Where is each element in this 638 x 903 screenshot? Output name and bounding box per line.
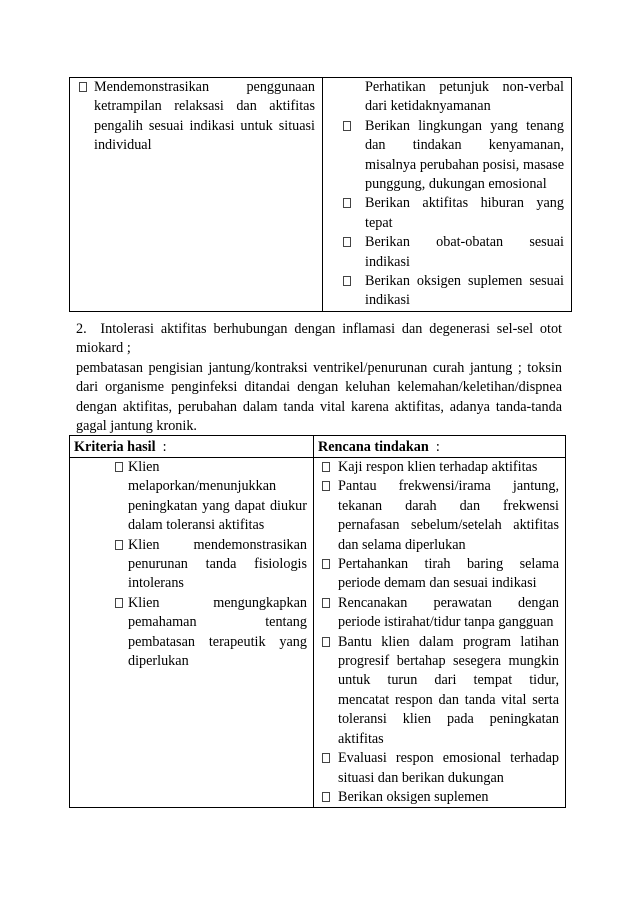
list-item: Berikan lingkungan yang tenang dan tindakan kenyamanan, misalnya perubahan posisi, masase punggung, dukungan emosional: [343, 117, 564, 195]
intervention-cell: [314, 458, 566, 808]
bullet-box-icon: [322, 598, 330, 608]
table-header-row: [70, 436, 566, 458]
care-plan-table: [69, 435, 566, 808]
intervention-intro: Perhatikan petunjuk non-verbal dari ketidaknyamanan: [365, 79, 564, 115]
column-header-interventions: Rencana tindakan :: [314, 436, 566, 458]
bullet-box-icon: [79, 82, 87, 92]
intervention-list: [323, 117, 571, 311]
outcome-list: [70, 458, 313, 675]
bullet-box-icon: [322, 753, 330, 763]
list-item: Evaluasi respon emosional terhadap situasi dan berikan dukungan: [322, 749, 559, 788]
list-item: Bantu klien dalam program latihan progresif bertahap sesegera mungkin untuk turun dari tempat tidur, mencatat respon dan tanda vital serta toleransi klien pada peningkatan aktifitas: [322, 633, 559, 749]
bullet-box-icon: [322, 637, 330, 647]
diagnosis-number: 2.: [76, 321, 87, 337]
bullet-box-icon: [115, 540, 123, 550]
outcome-cell: [70, 458, 314, 808]
diagnosis-detail: pembatasan pengisian jantung/kontraksi ventrikel/penurunan curah jantung ; toksin dari organisme penginfeksi ditandai dengan keluhan kelemahan/keletihan/dispnea dengan aktifitas, perubahan dalam tanda vital karena aktifitas, adanya tanda-tanda gagal jantung kronik.: [76, 359, 562, 435]
list-item: Klien mendemonstrasikan penurunan tanda fisiologis intolerans: [115, 536, 307, 594]
list-item: Klien melaporkan/menunjukkan peningkatan yang dapat diukur dalam toleransi aktifitas: [115, 458, 307, 536]
column-header-outcomes: Kriteria hasil :: [70, 436, 314, 458]
bullet-box-icon: [322, 559, 330, 569]
list-item: Pantau frekwensi/irama jantung, tekanan darah dan frekwensi pernafasan sebelum/setelah aktifitas dan selama diperlukan: [322, 477, 559, 555]
diagnosis-paragraph: [76, 320, 562, 436]
bullet-box-icon: [322, 792, 330, 802]
outcome-list: [70, 78, 322, 156]
list-item: Klien mengungkapkan pemahaman tentang pembatasan terapeutik yang diperlukan: [115, 594, 307, 672]
list-item: Berikan obat-obatan sesuai indikasi: [343, 233, 564, 272]
list-item: Berikan oksigen suplemen: [322, 788, 559, 807]
list-item: Berikan aktifitas hiburan yang tepat: [343, 194, 564, 233]
outcome-cell: [70, 78, 323, 312]
care-plan-table-continued: [69, 77, 572, 312]
intervention-cell: [323, 78, 572, 312]
bullet-box-icon: [322, 462, 330, 472]
list-item: Kaji respon klien terhadap aktifitas: [322, 458, 559, 477]
table-row: [70, 458, 566, 808]
bullet-box-icon: [322, 481, 330, 491]
bullet-box-icon: [343, 237, 351, 247]
table-row: [70, 78, 572, 312]
list-item: Pertahankan tirah baring selama periode demam dan sesuai indikasi: [322, 555, 559, 594]
list-item: Rencanakan perawatan dengan periode istirahat/tidur tanpa gangguan: [322, 594, 559, 633]
bullet-box-icon: [115, 462, 123, 472]
bullet-box-icon: [343, 198, 351, 208]
list-item: Berikan oksigen suplemen sesuai indikasi: [343, 272, 564, 311]
intervention-list: [314, 458, 565, 807]
bullet-box-icon: [115, 598, 123, 608]
diagnosis-title: Intolerasi aktifitas berhubungan dengan inflamasi dan degenerasi sel-sel otot miokard ;: [76, 321, 562, 357]
bullet-box-icon: [343, 276, 351, 286]
bullet-box-icon: [343, 121, 351, 131]
list-item: Mendemonstrasikan penggunaan ketrampilan relaksasi dan aktifitas pengalih sesuai indikasi untuk situasi individual: [79, 78, 315, 156]
